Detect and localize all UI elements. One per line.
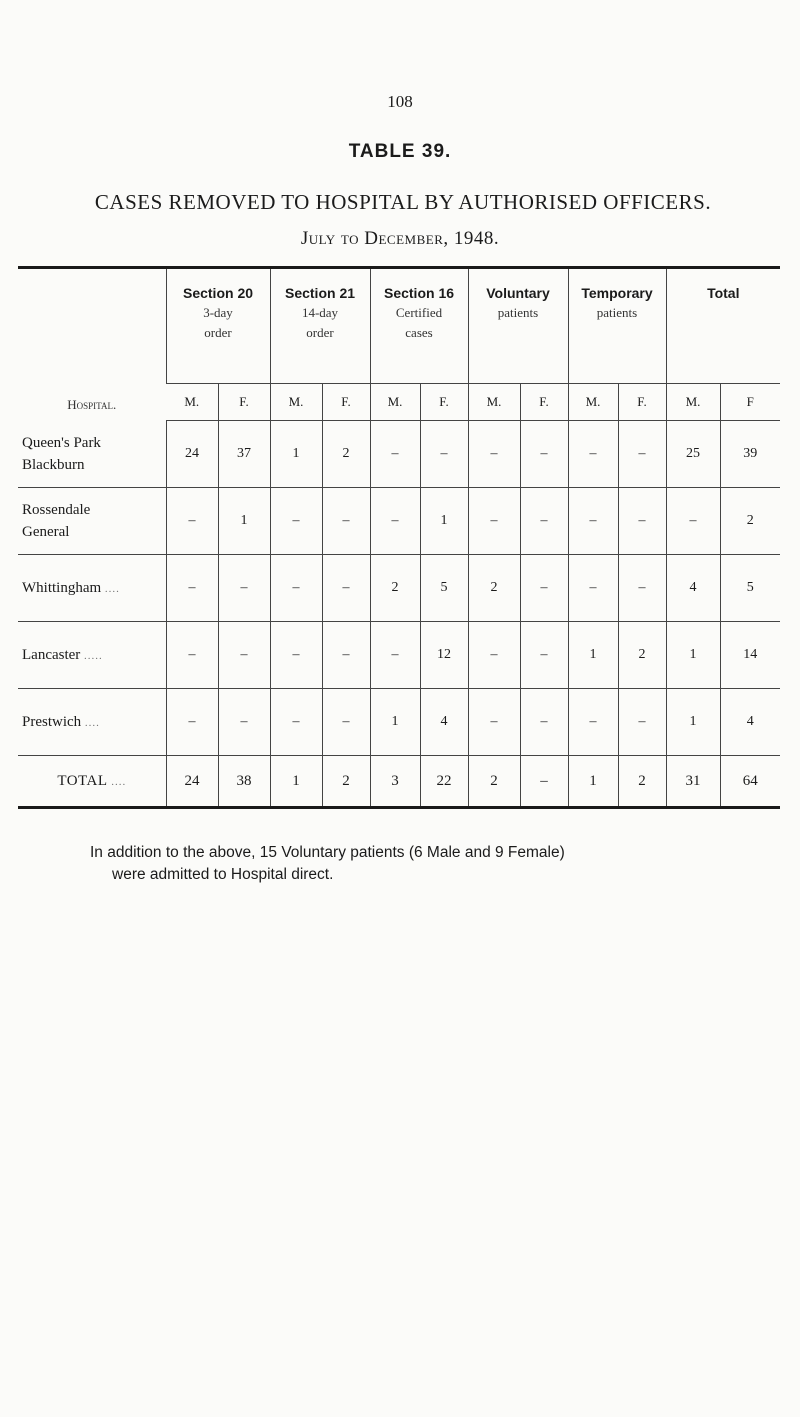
data-cell: –	[520, 622, 568, 689]
table-row	[18, 622, 780, 689]
data-cell: 25	[666, 421, 720, 488]
data-cell: 4	[420, 689, 468, 756]
data-cell: –	[520, 421, 568, 488]
sex-header: M.	[568, 384, 618, 421]
data-cell: 2	[322, 421, 370, 488]
total-cell: 1	[568, 756, 618, 807]
sex-header: M.	[166, 384, 218, 421]
data-cell: 39	[720, 421, 780, 488]
footnote	[90, 842, 730, 886]
data-cell: –	[568, 488, 618, 555]
footnote-line: In addition to the above, 15 Voluntary patients (6 Male and 9 Female)	[90, 844, 565, 861]
data-cell: –	[618, 555, 666, 622]
hospital-name-cell: Prestwich ....	[18, 689, 166, 756]
data-cell: –	[468, 421, 520, 488]
table-number: TABLE 39.	[348, 141, 452, 162]
total-row	[18, 756, 780, 807]
sex-header: M.	[270, 384, 322, 421]
data-cell: –	[322, 622, 370, 689]
data-cell: –	[568, 555, 618, 622]
data-cell: –	[270, 488, 322, 555]
total-cell: 2	[322, 756, 370, 807]
data-cell: –	[520, 488, 568, 555]
sex-header: F.	[420, 384, 468, 421]
data-cell: –	[520, 689, 568, 756]
data-cell: –	[520, 555, 568, 622]
data-cell: 12	[420, 622, 468, 689]
group-header-temporary: Temporary patients	[568, 269, 666, 384]
sub-title: July to December, 1948.	[300, 228, 500, 249]
total-cell: 64	[720, 756, 780, 807]
data-cell: –	[166, 622, 218, 689]
data-cell: –	[468, 622, 520, 689]
sex-header: F.	[218, 384, 270, 421]
bottom-rule	[18, 806, 780, 809]
data-cell: –	[166, 689, 218, 756]
group-header-section-16: Section 16 Certified cases	[370, 269, 468, 384]
data-cell: –	[270, 555, 322, 622]
data-cell: 1	[218, 488, 270, 555]
data-cell: –	[218, 555, 270, 622]
total-cell: 1	[270, 756, 322, 807]
total-cell: –	[520, 756, 568, 807]
data-cell: –	[618, 488, 666, 555]
total-cell: 2	[618, 756, 666, 807]
data-cell: –	[420, 421, 468, 488]
hospital-name-cell: Queen's Park Blackburn	[18, 421, 166, 488]
data-cell: –	[468, 488, 520, 555]
data-cell: 1	[420, 488, 468, 555]
data-cell: 4	[720, 689, 780, 756]
data-cell: –	[568, 421, 618, 488]
table-row	[18, 689, 780, 756]
group-header-row	[18, 269, 780, 384]
sex-header: M.	[468, 384, 520, 421]
table-row	[18, 421, 780, 488]
data-cell: –	[370, 622, 420, 689]
hospital-name-cell: Whittingham ....	[18, 555, 166, 622]
sex-header: M.	[370, 384, 420, 421]
footnote-line: were admitted to Hospital direct.	[112, 866, 334, 883]
group-header-section-20: Section 20 3-day order	[166, 269, 270, 384]
data-cell: 2	[618, 622, 666, 689]
total-cell: 24	[166, 756, 218, 807]
sex-header: F.	[520, 384, 568, 421]
data-cell: –	[370, 488, 420, 555]
total-cell: 3	[370, 756, 420, 807]
data-cell: –	[218, 622, 270, 689]
data-cell: 1	[568, 622, 618, 689]
total-cell: 31	[666, 756, 720, 807]
data-cell: –	[568, 689, 618, 756]
data-cell: 5	[420, 555, 468, 622]
total-cell: 22	[420, 756, 468, 807]
data-cell: –	[322, 689, 370, 756]
data-cell: –	[666, 488, 720, 555]
hospital-column-header: Hospital.	[67, 396, 117, 412]
data-cell: 1	[666, 689, 720, 756]
data-cell: 2	[370, 555, 420, 622]
sex-header: M.	[666, 384, 720, 421]
main-title: CASES REMOVED TO HOSPITAL BY AUTHORISED OFFICERS.	[94, 190, 712, 214]
total-cell: 38	[218, 756, 270, 807]
data-cell: –	[270, 689, 322, 756]
data-cell: 1	[666, 622, 720, 689]
sex-header: F.	[322, 384, 370, 421]
data-cell: –	[370, 421, 420, 488]
data-cell: 2	[468, 555, 520, 622]
hospital-cases-table	[18, 266, 780, 809]
data-cell: –	[618, 689, 666, 756]
data-cell: –	[270, 622, 322, 689]
sex-header: F.	[618, 384, 666, 421]
data-cell: 14	[720, 622, 780, 689]
hospital-name-cell: Rossendale General	[18, 488, 166, 555]
data-cell: –	[618, 421, 666, 488]
data-cell: 5	[720, 555, 780, 622]
data-cell: 4	[666, 555, 720, 622]
total-cell: 2	[468, 756, 520, 807]
data-cell: 2	[720, 488, 780, 555]
data-cell: –	[322, 555, 370, 622]
table-row	[18, 555, 780, 622]
data-cell: 1	[370, 689, 420, 756]
data-cell: –	[218, 689, 270, 756]
data-cell: 1	[270, 421, 322, 488]
data-cell: –	[166, 488, 218, 555]
group-header-section-21: Section 21 14-day order	[270, 269, 370, 384]
data-cell: –	[322, 488, 370, 555]
page-number: 108	[387, 92, 413, 111]
sex-header: F	[720, 384, 780, 421]
data-cell: –	[468, 689, 520, 756]
group-header-voluntary: Voluntary patients	[468, 269, 568, 384]
group-header-total: Total	[666, 269, 780, 384]
table-row	[18, 488, 780, 555]
data-cell: 24	[166, 421, 218, 488]
total-label-cell: TOTAL ....	[57, 772, 127, 789]
hospital-name-cell: Lancaster .....	[18, 622, 166, 689]
data-cell: 37	[218, 421, 270, 488]
data-cell: –	[166, 555, 218, 622]
